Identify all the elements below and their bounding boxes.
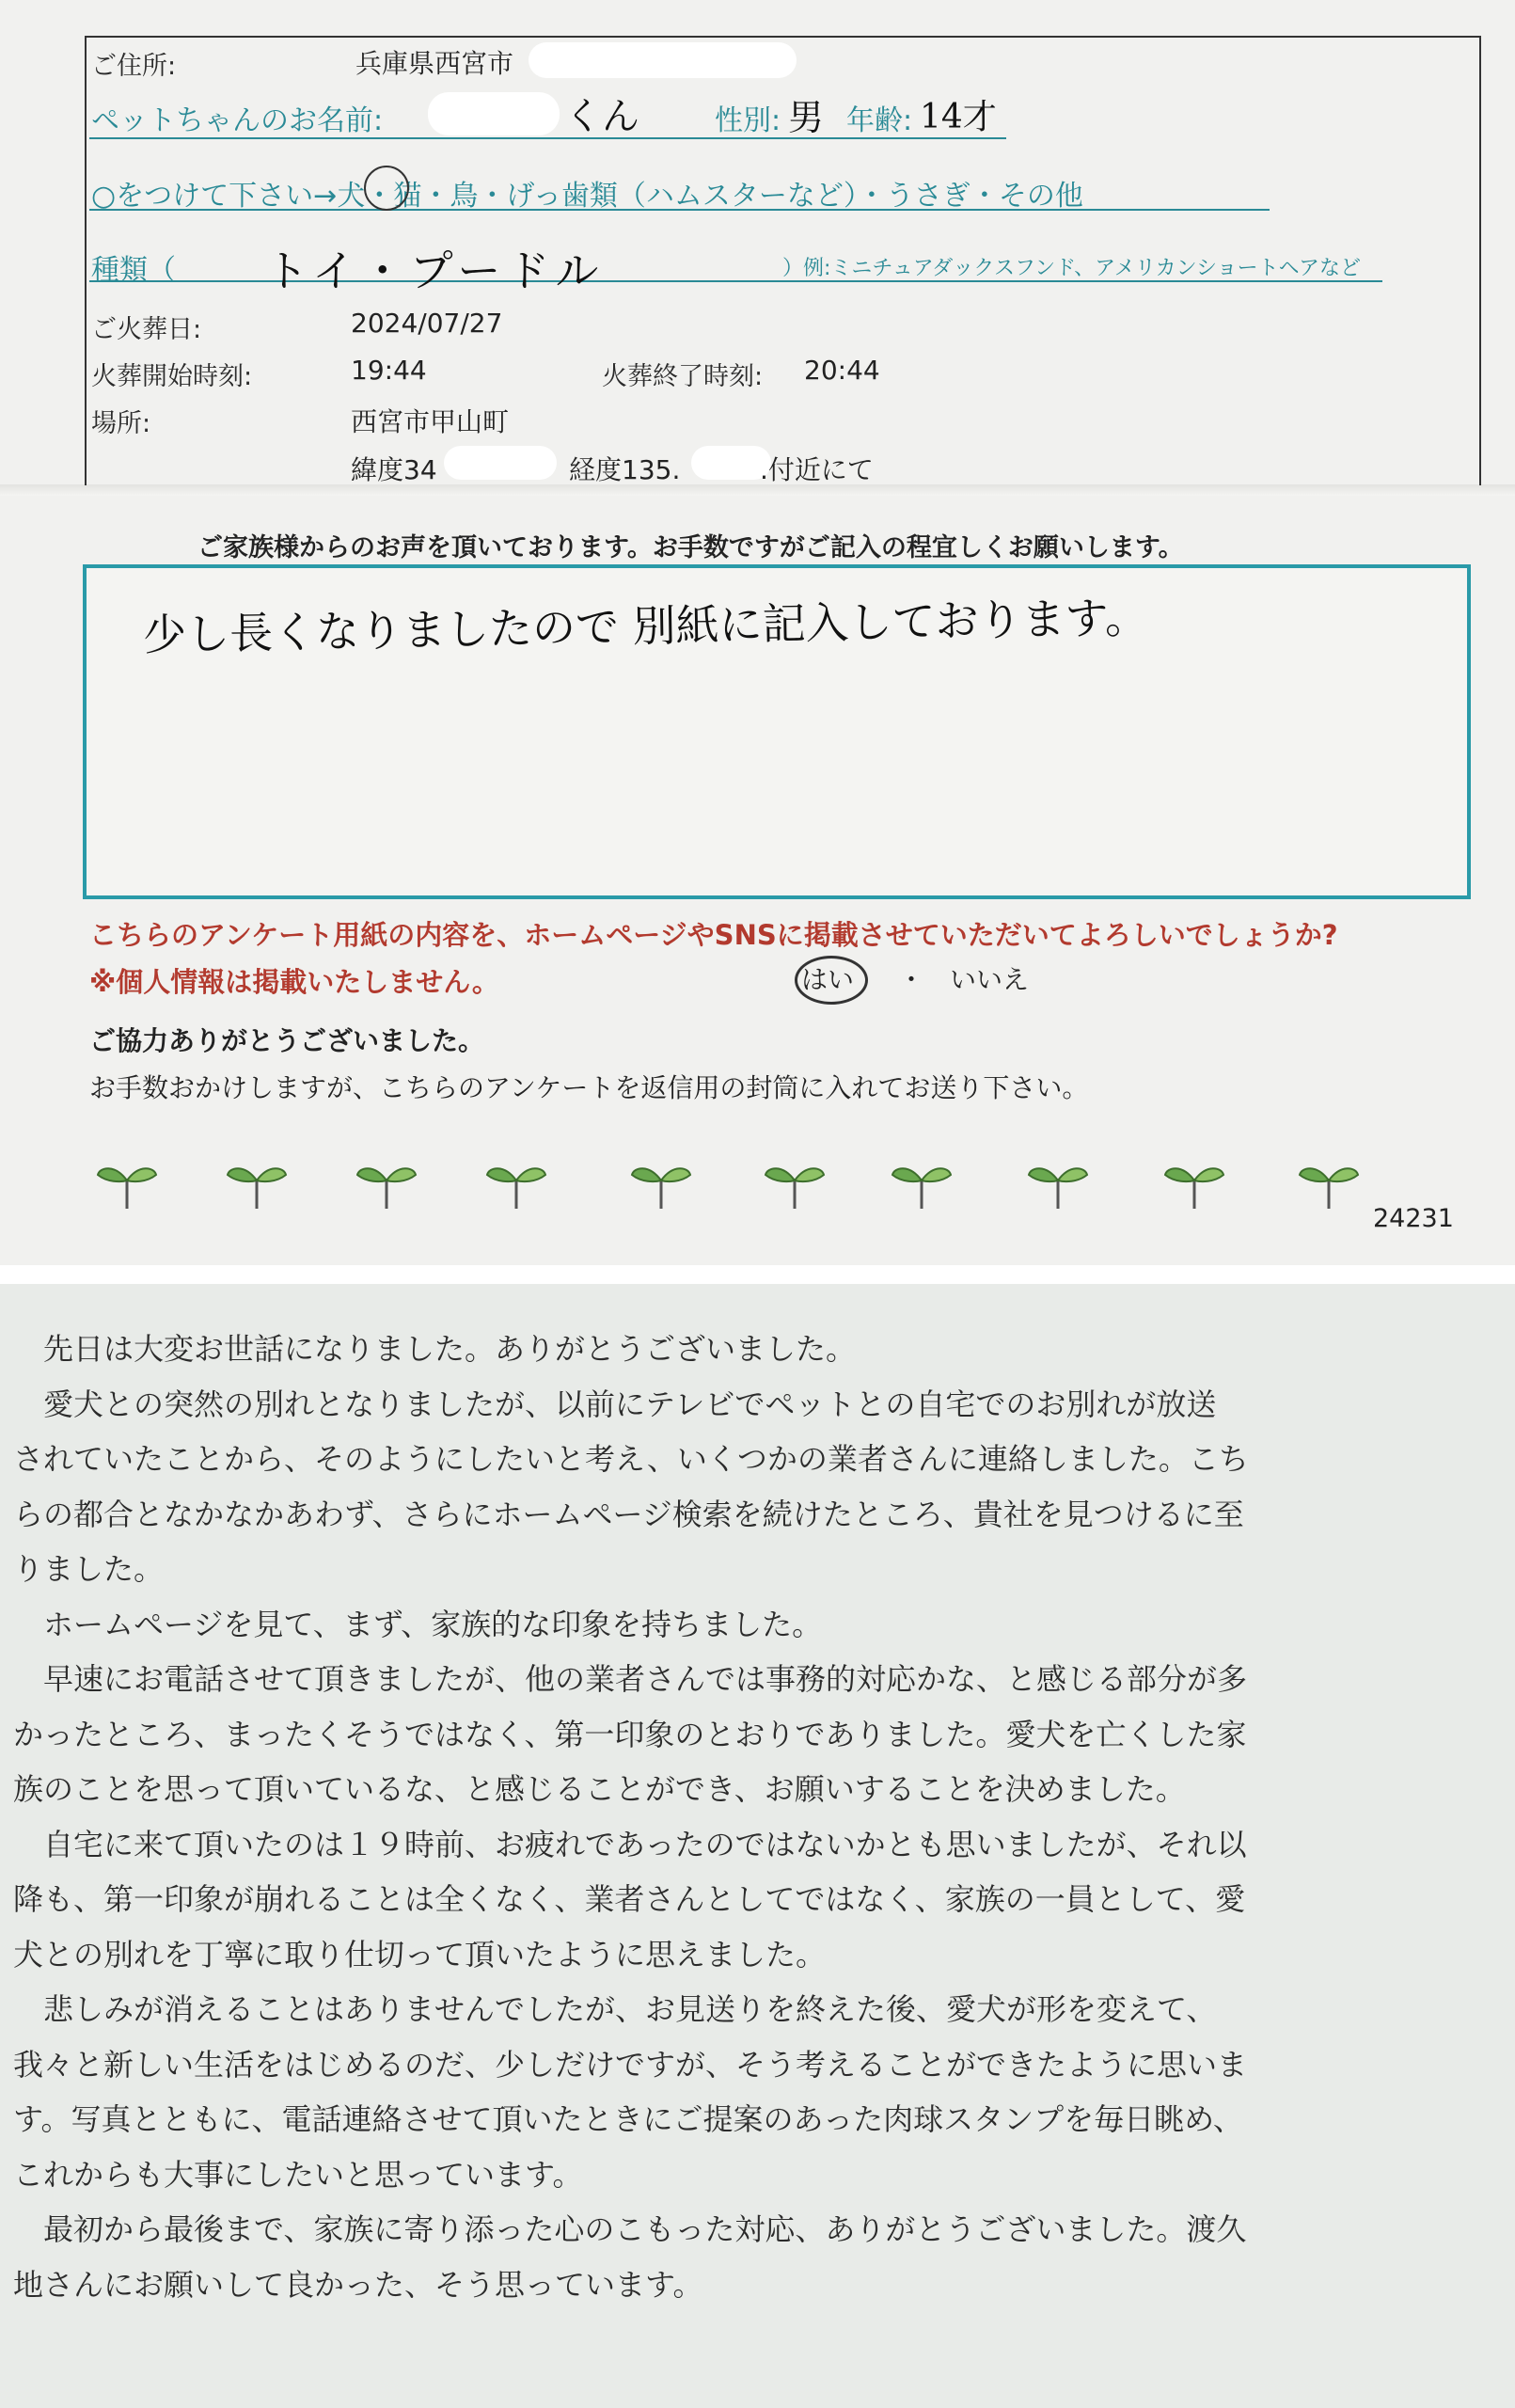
sprout-icon xyxy=(1296,1152,1362,1218)
letter-line: 地さんにお願いして良かった、そう思っています。 xyxy=(13,2266,703,2303)
letter-line: かったところ、まったくそうではなく、第一印象のとおりでありました。愛犬を亡くした家 xyxy=(13,1716,1247,1752)
breed-label: 種類（ xyxy=(91,254,176,287)
end-time-value: 20:44 xyxy=(804,355,880,386)
publish-question: こちらのアンケート用紙の内容を、ホームページやSNSに掲載させていただいてよろしいでしょうか? xyxy=(89,919,1338,951)
letter-line: されていたことから、そのようにしたいと考え、いくつかの業者さんに連絡しました。こち xyxy=(13,1441,1249,1477)
species-circle-mark xyxy=(364,166,409,211)
date-label: ご火葬日: xyxy=(91,315,202,344)
redaction-address xyxy=(529,42,797,78)
letter-line: ホームページを見て、まず、家族的な印象を持ちました。 xyxy=(13,1606,823,1642)
letter-line: 早速にお電話させて頂きましたが、他の業者さんでは事務的対応かな、と感じる部分が多 xyxy=(13,1661,1248,1697)
breed-value: トイ・プードル xyxy=(265,246,605,296)
latitude-label: 緯度34 xyxy=(351,454,437,485)
place-value: 西宮市甲山町 xyxy=(351,406,510,437)
letter-line: らの都合となかなかあわず、さらにホームページ検索を続けたところ、貴社を見つけるに至 xyxy=(13,1496,1244,1532)
sprout-icon xyxy=(762,1152,828,1218)
yes-option: はい xyxy=(801,964,855,995)
start-time-value: 19:44 xyxy=(351,355,427,386)
sprout-icon xyxy=(94,1152,160,1218)
address-label: ご住所: xyxy=(91,52,177,81)
pet-name-label: ペットちゃんのお名前: xyxy=(91,104,384,137)
return-note: お手数おかけしますが、こちらのアンケートを返信用の封筒に入れてお送り下さい。 xyxy=(89,1072,1089,1103)
letter-line: 族のことを思って頂いているな、と感じることができ、お願いすることを決めました。 xyxy=(13,1771,1186,1807)
notice-text: ご家族様からのお声を頂いております。お手数ですがご記入の程宜しくお願いします。 xyxy=(197,533,1184,562)
sprout-icon xyxy=(1025,1152,1091,1218)
letter-line: 我々と新しい生活をはじめるのだ、少しだけですが、そう考えることができたように思いま xyxy=(13,2046,1248,2083)
near-label: .付近にて xyxy=(760,454,874,485)
thanks-text: ご協力ありがとうございました。 xyxy=(89,1025,485,1056)
letter-line: 降も、第一印象が崩れることは全くなく、業者さんとしてではなく、家族の一員として、愛 xyxy=(13,1881,1246,1917)
letter-line: 最初から最後まで、家族に寄り添った心のこもった対応、ありがとうございました。渡久 xyxy=(13,2211,1247,2247)
longitude-label: 経度135. xyxy=(569,454,681,485)
sex-label: 性別: xyxy=(715,104,781,137)
comment-box xyxy=(83,564,1471,899)
letter-line: これからも大事にしたいと思っています。 xyxy=(13,2156,583,2193)
redaction-pet-name xyxy=(428,92,560,135)
sprout-icon xyxy=(628,1152,694,1218)
letter-line: りました。 xyxy=(13,1551,165,1587)
sprout-icon xyxy=(889,1152,955,1218)
paper-fold xyxy=(0,484,1515,496)
option-separator: ・ xyxy=(898,964,925,995)
age-value: 14才 xyxy=(920,98,997,136)
sprout-icon xyxy=(224,1152,290,1218)
letter-line: 愛犬との突然の別れとなりましたが、以前にテレビでペットとの自宅でのお別れが放送 xyxy=(13,1386,1217,1422)
end-time-label: 火葬終了時刻: xyxy=(602,362,764,391)
no-option: いいえ xyxy=(950,964,1030,995)
breed-example: ）例:ミニチュアダックスフンド、アメリカンショートヘアなど xyxy=(782,257,1361,280)
age-label: 年齢: xyxy=(846,104,913,137)
place-label: 場所: xyxy=(91,409,151,438)
letter-sheet xyxy=(0,1284,1515,2408)
address-value: 兵庫県西宮市 xyxy=(355,48,514,79)
letter-line: 自宅に来て頂いたのは１９時前、お疲れであったのではないかとも思いましたが、それ以 xyxy=(13,1826,1247,1862)
sprout-icon xyxy=(354,1152,419,1218)
species-prompt: ○をつけて下さい→犬・猫・鳥・げっ歯類（ハムスターなど）・うさぎ・その他 xyxy=(91,180,1083,213)
letter-body xyxy=(13,1322,1499,2312)
handwritten-comment: 少し長くなりましたので 別紙に記入しております。 xyxy=(142,592,1149,660)
sprout-icon xyxy=(483,1152,549,1218)
privacy-note: ※個人情報は掲載いたしません。 xyxy=(89,966,499,998)
sex-value: 男 xyxy=(788,97,825,138)
letter-line: す。写真とともに、電話連絡させて頂いたときにご提案のあった肉球スタンプを毎日眺め、 xyxy=(13,2101,1243,2137)
start-time-label: 火葬開始時刻: xyxy=(91,362,253,391)
letter-line: 犬との別れを丁寧に取り仕切って頂いたように思えました。 xyxy=(13,1936,827,1972)
form-code: 24231 xyxy=(1373,1204,1454,1233)
letter-line: 悲しみが消えることはありませんでしたが、お見送りを終えた後、愛犬が形を変えて、 xyxy=(13,1991,1217,2027)
date-value: 2024/07/27 xyxy=(351,308,503,339)
sprout-icon xyxy=(1161,1152,1227,1218)
letter-line: 先日は大変お世話になりました。ありがとうございました。 xyxy=(13,1331,857,1367)
pet-name-suffix: くん xyxy=(564,95,639,138)
redaction-latitude xyxy=(444,446,557,480)
